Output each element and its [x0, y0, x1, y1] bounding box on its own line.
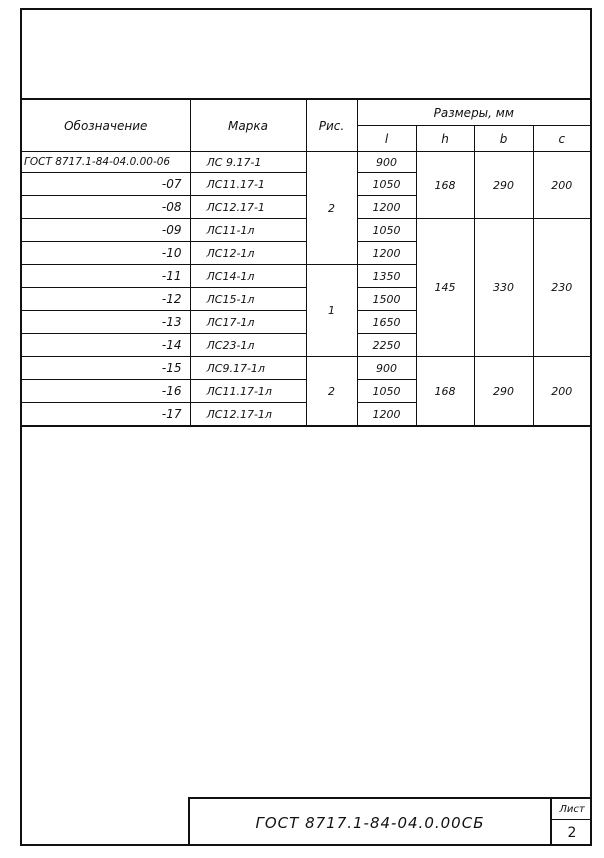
row-l: 1050: [357, 173, 416, 196]
row-designation: -09: [21, 219, 190, 242]
row-brand: ЛС15-1л: [190, 288, 306, 311]
header-designation: Обозначение: [21, 99, 190, 152]
c-cell: 230: [533, 219, 591, 357]
row-designation: -13: [21, 311, 190, 334]
row-designation: -11: [21, 265, 190, 288]
h-cell: 168: [416, 152, 474, 219]
row-l: 1200: [357, 403, 416, 427]
row-brand: ЛС9.17-1л: [190, 357, 306, 380]
row-designation: -16: [21, 380, 190, 403]
row-l: 1050: [357, 219, 416, 242]
row-brand: ЛС 9.17-1: [190, 152, 306, 173]
figure-cell: 2: [306, 152, 357, 265]
row-designation: -17: [21, 403, 190, 427]
figure-cell: 1: [306, 265, 357, 357]
row-brand: ЛС12.17-1: [190, 196, 306, 219]
sheet-box: [550, 799, 592, 846]
row-designation: -14: [21, 334, 190, 357]
h-cell: 168: [416, 357, 474, 427]
header-b: b: [474, 126, 533, 152]
row-l: 1200: [357, 196, 416, 219]
h-cell: 145: [416, 219, 474, 357]
specification-table: [20, 98, 592, 427]
row-l: 1500: [357, 288, 416, 311]
b-cell: 330: [474, 219, 533, 357]
header-l: l: [357, 126, 416, 152]
row-l: 1350: [357, 265, 416, 288]
header-dimensions: Размеры, мм: [357, 99, 591, 126]
row-brand: ЛС12.17-1л: [190, 403, 306, 427]
row-brand: ЛС17-1л: [190, 311, 306, 334]
row-designation: ГОСТ 8717.1-84-04.0.00-06: [21, 152, 190, 173]
row-brand: ЛС11-1л: [190, 219, 306, 242]
b-cell: 290: [474, 152, 533, 219]
c-cell: 200: [533, 152, 591, 219]
b-cell: 290: [474, 357, 533, 427]
row-designation: -12: [21, 288, 190, 311]
row-designation: -10: [21, 242, 190, 265]
row-brand: ЛС23-1л: [190, 334, 306, 357]
document-code: ГОСТ 8717.1-84-04.0.00СБ: [255, 813, 485, 832]
title-block: [188, 797, 592, 846]
row-brand: ЛС12-1л: [190, 242, 306, 265]
table-row: [21, 357, 591, 380]
sheet-number: 2: [567, 825, 577, 841]
row-l: 1650: [357, 311, 416, 334]
header-figure: Рис.: [306, 99, 357, 152]
header-brand: Марка: [190, 99, 306, 152]
row-l: 900: [357, 357, 416, 380]
header-h: h: [416, 126, 474, 152]
header-c: c: [533, 126, 591, 152]
row-brand: ЛС11.17-1: [190, 173, 306, 196]
row-l: 1050: [357, 380, 416, 403]
c-cell: 200: [533, 357, 591, 427]
row-designation: -15: [21, 357, 190, 380]
row-designation: -08: [21, 196, 190, 219]
row-brand: ЛС14-1л: [190, 265, 306, 288]
table-row: [21, 152, 591, 173]
row-l: 900: [357, 152, 416, 173]
row-l: 1200: [357, 242, 416, 265]
row-l: 2250: [357, 334, 416, 357]
figure-cell: 2: [306, 357, 357, 427]
row-brand: ЛС11.17-1л: [190, 380, 306, 403]
sheet-label: Лист: [552, 799, 592, 820]
row-designation: -07: [21, 173, 190, 196]
